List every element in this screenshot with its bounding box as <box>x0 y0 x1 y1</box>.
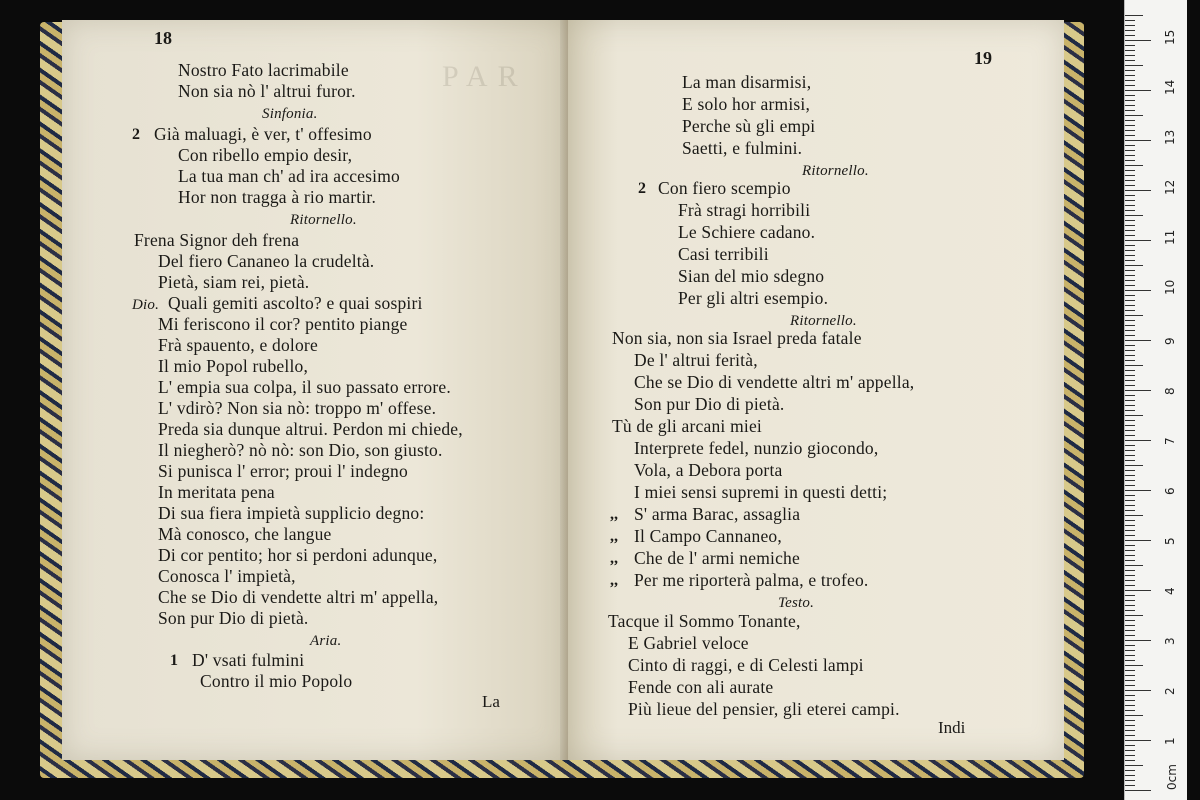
ruler-tick <box>1125 250 1135 251</box>
ruler-tick <box>1125 785 1135 786</box>
ruler-tick <box>1125 310 1135 311</box>
text-line: In meritata pena <box>158 482 275 502</box>
text-line: Pietà, siam rei, pietà. <box>158 272 310 292</box>
text-line: Contro il mio Popolo <box>200 671 353 691</box>
ruler-tick <box>1125 195 1135 196</box>
ruler-tick <box>1125 485 1135 486</box>
section-heading: Sinfonia. <box>262 106 318 122</box>
ruler-tick <box>1125 505 1135 506</box>
stanza-number: 1 <box>170 652 178 669</box>
ruler-tick <box>1125 305 1135 306</box>
ruler-tick <box>1125 220 1135 221</box>
ruler-tick <box>1125 535 1135 536</box>
ruler-tick <box>1125 15 1143 16</box>
ruler-tick <box>1125 70 1135 71</box>
ruler-tick <box>1125 490 1151 491</box>
section-heading: Ritornello. <box>790 313 857 329</box>
ruler-tick <box>1125 565 1143 566</box>
ruler-number: 9 <box>1163 337 1177 345</box>
ruler-tick <box>1125 770 1135 771</box>
ruler-tick <box>1125 60 1135 61</box>
ruler-tick <box>1125 440 1151 441</box>
section-heading: Testo. <box>778 595 815 611</box>
ruler-tick <box>1125 375 1135 376</box>
ruler-unit: 0cm <box>1165 764 1179 790</box>
ruler-number: 12 <box>1163 179 1177 195</box>
quote-mark: ,, <box>610 572 618 589</box>
ruler-tick <box>1125 530 1135 531</box>
ruler-tick <box>1125 625 1135 626</box>
ruler-tick <box>1125 420 1135 421</box>
ruler-tick <box>1125 690 1151 691</box>
text-line: Sian del mio sdegno <box>678 266 825 286</box>
ruler-tick <box>1125 315 1143 316</box>
ruler-tick <box>1125 590 1151 591</box>
ruler-tick <box>1125 680 1135 681</box>
ruler-tick <box>1125 550 1135 551</box>
ruler-number: 7 <box>1163 437 1177 445</box>
ruler-tick <box>1125 455 1135 456</box>
text-line: Le Schiere cadano. <box>678 222 816 242</box>
ruler-tick <box>1125 235 1135 236</box>
text-line: I miei sensi supremi in questi detti; <box>634 482 888 502</box>
ruler-tick <box>1125 705 1135 706</box>
ruler-tick <box>1125 465 1143 466</box>
ruler-tick <box>1125 755 1135 756</box>
page-number-right: 19 <box>974 48 992 68</box>
ruler-tick <box>1125 110 1135 111</box>
ruler-number: 1 <box>1163 737 1177 745</box>
ruler-tick <box>1125 515 1143 516</box>
ruler-number: 6 <box>1163 487 1177 495</box>
text-line: Mà conosco, che langue <box>158 524 332 544</box>
ruler-tick <box>1125 365 1143 366</box>
page-number-left: 18 <box>154 28 172 48</box>
ruler-tick <box>1125 425 1135 426</box>
ruler-tick <box>1125 265 1143 266</box>
ruler-tick <box>1125 30 1135 31</box>
text-line: Preda sia dunque altrui. Perdon mi chiede, <box>158 419 463 439</box>
text-line: La man disarmisi, <box>682 72 812 92</box>
ruler-number: 10 <box>1163 279 1177 295</box>
ruler-tick <box>1125 665 1143 666</box>
ruler-number: 2 <box>1163 687 1177 695</box>
ruler-tick <box>1125 345 1135 346</box>
text-line: Con ribello empio desir, <box>178 145 353 165</box>
ruler-tick <box>1125 740 1151 741</box>
bleed-through: PAR <box>442 60 528 93</box>
ruler-tick <box>1125 240 1151 241</box>
ruler-tick <box>1125 335 1135 336</box>
ruler-tick <box>1125 175 1135 176</box>
ruler-number: 4 <box>1163 587 1177 595</box>
ruler-tick <box>1125 495 1135 496</box>
ruler-tick <box>1125 225 1135 226</box>
ruler-tick <box>1125 245 1135 246</box>
ruler-tick <box>1125 190 1151 191</box>
ruler-number: 15 <box>1163 29 1177 45</box>
ruler-tick <box>1125 120 1135 121</box>
ruler-tick <box>1125 615 1143 616</box>
text-line: Mi feriscono il cor? pentito piange <box>158 314 408 334</box>
ruler-tick <box>1125 580 1135 581</box>
ruler-tick <box>1125 790 1151 791</box>
quote-mark: ,, <box>610 528 618 545</box>
text-line: Il Campo Cannaneo, <box>634 526 782 546</box>
text-line: Frà spauento, e dolore <box>158 335 318 355</box>
ruler-tick <box>1125 130 1135 131</box>
ruler-tick <box>1125 80 1135 81</box>
ruler-tick <box>1125 270 1135 271</box>
ruler-tick <box>1125 50 1135 51</box>
text-line: Hor non tragga à rio martir. <box>178 187 377 207</box>
text-line: Di cor pentito; hor si perdoni adunque, <box>158 545 438 565</box>
ruler-tick <box>1125 460 1135 461</box>
text-line: Del fiero Cananeo la crudeltà. <box>158 251 375 271</box>
ruler-tick <box>1125 750 1135 751</box>
text-line: Interprete fedel, nunzio giocondo, <box>634 438 879 458</box>
ruler-number: 13 <box>1163 129 1177 145</box>
text-line: Fende con ali aurate <box>628 677 774 697</box>
ruler-tick <box>1125 470 1135 471</box>
text-line: Casi terribili <box>678 244 769 264</box>
ruler-tick <box>1125 165 1143 166</box>
ruler-tick <box>1125 90 1151 91</box>
text-line: Conosca l' impietà, <box>158 566 296 586</box>
ruler-tick <box>1125 540 1151 541</box>
ruler-tick <box>1125 725 1135 726</box>
left-page <box>62 20 570 760</box>
ruler-tick <box>1125 40 1151 41</box>
quote-mark: ,, <box>610 550 618 567</box>
ruler-tick <box>1125 600 1135 601</box>
ruler-tick <box>1125 640 1151 641</box>
ruler-tick <box>1125 255 1135 256</box>
ruler-tick <box>1125 25 1135 26</box>
ruler-tick <box>1125 650 1135 651</box>
ruler-tick <box>1125 710 1135 711</box>
text-line: Vola, a Debora porta <box>634 460 783 480</box>
ruler-tick <box>1125 145 1135 146</box>
ruler-tick <box>1125 275 1135 276</box>
ruler-tick <box>1125 370 1135 371</box>
text-line: Son pur Dio di pietà. <box>634 394 785 414</box>
text-line: Saetti, e fulmini. <box>682 138 803 158</box>
ruler-tick <box>1125 700 1135 701</box>
ruler-number: 5 <box>1163 537 1177 545</box>
ruler-tick <box>1125 325 1135 326</box>
ruler-tick <box>1125 560 1135 561</box>
ruler-tick <box>1125 575 1135 576</box>
ruler-tick <box>1125 330 1135 331</box>
ruler-number: 3 <box>1163 637 1177 645</box>
ruler-tick <box>1125 210 1135 211</box>
section-heading: Ritornello. <box>290 212 357 228</box>
text-line: Di sua fiera impietà supplicio degno: <box>158 503 425 523</box>
measurement-ruler <box>1124 0 1187 800</box>
ruler-tick <box>1125 280 1135 281</box>
text-line: D' vsati fulmini <box>192 650 305 670</box>
text-line: Più lieue del pensier, gli eterei campi. <box>628 699 900 719</box>
ruler-tick <box>1125 400 1135 401</box>
ruler-tick <box>1125 745 1135 746</box>
ruler-tick <box>1125 435 1135 436</box>
ruler-tick <box>1125 285 1135 286</box>
ruler-tick <box>1125 290 1151 291</box>
ruler-tick <box>1125 720 1135 721</box>
ruler-tick <box>1125 35 1135 36</box>
ruler-tick <box>1125 355 1135 356</box>
ruler-tick <box>1125 780 1135 781</box>
ruler-tick <box>1125 635 1135 636</box>
ruler-tick <box>1125 85 1135 86</box>
ruler-tick <box>1125 340 1151 341</box>
ruler-tick <box>1125 620 1135 621</box>
ruler-tick <box>1125 410 1135 411</box>
text-line: E solo hor armisi, <box>682 94 811 114</box>
text-line: La tua man ch' ad ira accesimo <box>178 166 400 186</box>
text-line: Son pur Dio di pietà. <box>158 608 309 628</box>
ruler-tick <box>1125 760 1135 761</box>
ruler-tick <box>1125 605 1135 606</box>
ruler-tick <box>1125 395 1135 396</box>
text-line: Quali gemiti ascolto? e quai sospiri <box>168 293 423 313</box>
ruler-tick <box>1125 55 1135 56</box>
ruler-tick <box>1125 475 1135 476</box>
ruler-tick <box>1125 585 1135 586</box>
ruler-tick <box>1125 715 1143 716</box>
ruler-tick <box>1125 20 1135 21</box>
ruler-tick <box>1125 45 1135 46</box>
ruler-tick <box>1125 610 1135 611</box>
ruler-tick <box>1125 125 1135 126</box>
ruler-tick <box>1125 360 1135 361</box>
ruler-tick <box>1125 685 1135 686</box>
ruler-tick <box>1125 350 1135 351</box>
ruler-tick <box>1125 695 1135 696</box>
ruler-tick <box>1125 390 1151 391</box>
ruler-tick <box>1125 735 1135 736</box>
section-heading: Aria. <box>310 633 342 649</box>
ruler-tick <box>1125 185 1135 186</box>
ruler-tick <box>1125 765 1143 766</box>
ruler-tick <box>1125 510 1135 511</box>
ruler-tick <box>1125 660 1135 661</box>
catchword: Indi <box>938 718 966 737</box>
text-line: Non sia nò l' altrui furor. <box>178 81 356 101</box>
text-line: Tù de gli arcani miei <box>612 416 762 436</box>
section-heading: Ritornello. <box>802 163 869 179</box>
ruler-tick <box>1125 645 1135 646</box>
ruler-tick <box>1125 445 1135 446</box>
text-line: S' arma Barac, assaglia <box>634 504 801 524</box>
ruler-tick <box>1125 385 1135 386</box>
ruler-tick <box>1125 150 1135 151</box>
ruler-tick <box>1125 415 1143 416</box>
ruler-tick <box>1125 320 1135 321</box>
ruler-tick <box>1125 170 1135 171</box>
ruler-number: 8 <box>1163 387 1177 395</box>
text-line: Il niegherò? nò nò: son Dio, son giusto. <box>158 440 443 460</box>
ruler-tick <box>1125 95 1135 96</box>
ruler-tick <box>1125 570 1135 571</box>
ruler-tick <box>1125 450 1135 451</box>
ruler-tick <box>1125 260 1135 261</box>
ruler-tick <box>1125 430 1135 431</box>
text-line: Frà stragi horribili <box>678 200 811 220</box>
right-page <box>568 20 1064 760</box>
text-line: Già maluagi, è ver, t' offesimo <box>154 124 372 144</box>
ruler-tick <box>1125 115 1143 116</box>
text-line: Con fiero scempio <box>658 178 791 198</box>
text-line: Perche sù gli empi <box>682 116 816 136</box>
ruler-tick <box>1125 180 1135 181</box>
text-line: Non sia, non sia Israel preda fatale <box>612 328 862 348</box>
ruler-tick <box>1125 75 1135 76</box>
ruler-tick <box>1125 630 1135 631</box>
ruler-tick <box>1125 595 1135 596</box>
stanza-number: 2 <box>638 180 646 197</box>
text-line: Frena Signor deh frena <box>134 230 300 250</box>
text-line: Cinto di raggi, e di Celesti lampi <box>628 655 864 675</box>
text-line: Nostro Fato lacrimabile <box>178 60 349 80</box>
ruler-tick <box>1125 520 1135 521</box>
ruler-tick <box>1125 100 1135 101</box>
ruler-tick <box>1125 135 1135 136</box>
ruler-number: 14 <box>1163 79 1177 95</box>
ruler-tick <box>1125 670 1135 671</box>
ruler-tick <box>1125 545 1135 546</box>
ruler-tick <box>1125 155 1135 156</box>
ruler-tick <box>1125 300 1135 301</box>
ruler-tick <box>1125 295 1135 296</box>
text-line: L' empia sua colpa, il suo passato errore. <box>158 377 451 397</box>
catchword: La <box>482 692 500 711</box>
ruler-tick <box>1125 775 1135 776</box>
ruler-tick <box>1125 160 1135 161</box>
text-line: Che de l' armi nemiche <box>634 548 800 568</box>
ruler-tick <box>1125 380 1135 381</box>
ruler-tick <box>1125 230 1135 231</box>
text-line: Che se Dio di vendette altri m' appella, <box>158 587 439 607</box>
ruler-tick <box>1125 500 1135 501</box>
ruler-tick <box>1125 525 1135 526</box>
text-line: L' vdirò? Non sia nò: troppo m' offese. <box>158 398 437 418</box>
text-line: Per gli altri esempio. <box>678 288 829 308</box>
ruler-tick <box>1125 405 1135 406</box>
ruler-tick <box>1125 105 1135 106</box>
stanza-number: 2 <box>132 126 140 143</box>
text-line: Che se Dio di vendette altri m' appella, <box>634 372 915 392</box>
ruler-tick <box>1125 200 1135 201</box>
ruler-tick <box>1125 65 1143 66</box>
text-line: Il mio Popol rubello, <box>158 356 309 376</box>
ruler-tick <box>1125 215 1143 216</box>
ruler-tick <box>1125 730 1135 731</box>
text-line: E Gabriel veloce <box>628 633 749 653</box>
speaker-label: Dio. <box>132 297 160 313</box>
ruler-tick <box>1125 675 1135 676</box>
text-line: Tacque il Sommo Tonante, <box>608 611 801 631</box>
ruler-tick <box>1125 655 1135 656</box>
quote-mark: ,, <box>610 506 618 523</box>
text-line: De l' altrui ferità, <box>634 350 758 370</box>
ruler-tick <box>1125 140 1151 141</box>
ruler-tick <box>1125 555 1135 556</box>
ruler-number: 11 <box>1163 229 1177 245</box>
ruler-tick <box>1125 480 1135 481</box>
text-line: Si punisca l' error; proui l' indegno <box>158 461 408 481</box>
ruler-tick <box>1125 205 1135 206</box>
text-line: Per me riporterà palma, e trofeo. <box>634 570 869 590</box>
